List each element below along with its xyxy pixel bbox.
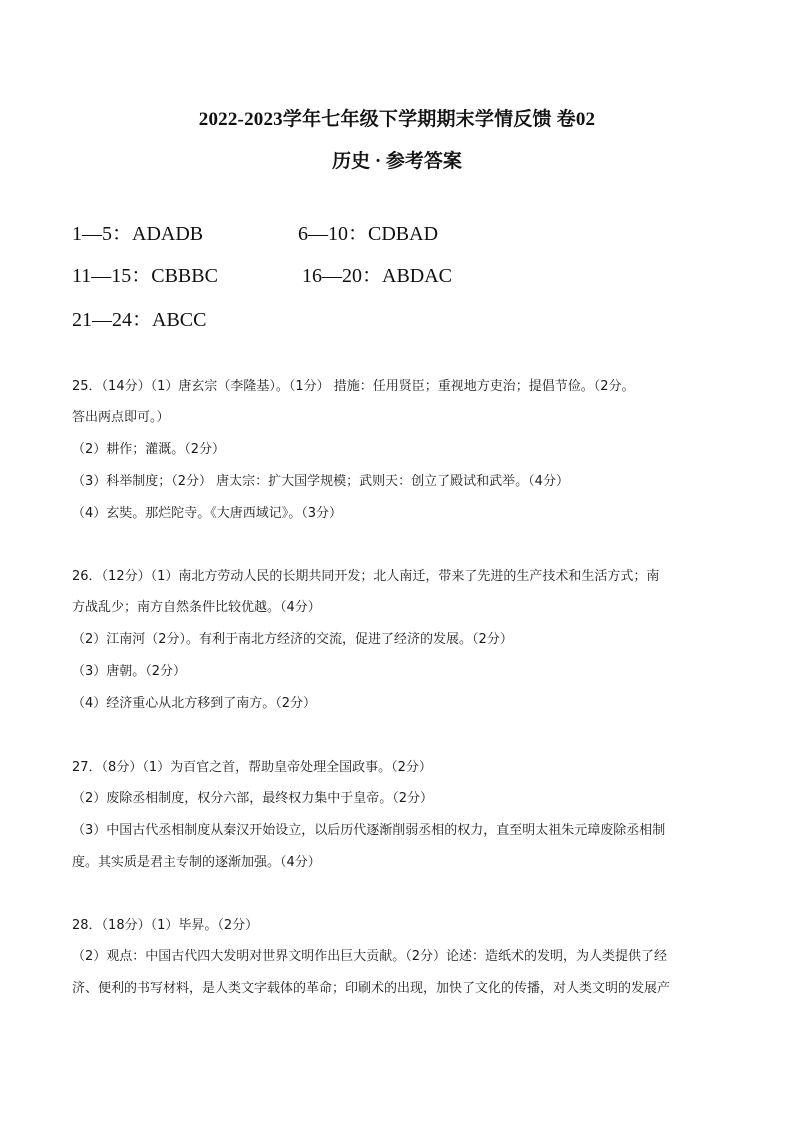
- answer-line: 28．（18分）（1）毕昇。（2分）: [72, 918, 259, 933]
- mc-answer-21-24: 21—24：ABCC: [72, 309, 207, 331]
- answer-line: （2）废除丞相制度，权分六部，最终权力集中于皇帝。（2分）: [72, 791, 434, 806]
- answer-line: 26．（12分）（1）南北方劳动人民的长期共同开发；北人南迁，带来了先进的生产技术和生活方式；南: [72, 569, 660, 584]
- mc-answer-1-5: 1—5：ADADB: [72, 223, 204, 245]
- answer-line: （3）科举制度；（2分） 唐太宗：扩大国学规模；武则天：创立了殿试和武举。（4分）: [72, 474, 569, 489]
- answer-line: 度。其实质是君主专制的逐渐加强。（4分）: [72, 855, 321, 870]
- answer-line: （4）经济重心从北方移到了南方。（2分）: [72, 696, 317, 711]
- answer-line: （2）耕作；灌溉。（2分）: [72, 442, 226, 457]
- mc-answer-6-10: 6—10：CDBAD: [298, 223, 439, 245]
- answer-line: （2）江南河（2分）。有利于南北方经济的交流，促进了经济的发展。（2分）: [72, 632, 513, 647]
- answer-line: 济、便利的书写材料，是人类文字载体的革命；印刷术的出现，加快了文化的传播，对人类文明的发展产: [72, 981, 671, 996]
- answer-line: 27．（8分）（1）为百官之首，帮助皇帝处理全国政事。（2分）: [72, 760, 432, 775]
- answer-line: （3）唐朝。（2分）: [72, 664, 187, 679]
- mc-answer-11-15: 11—15：CBBBC: [72, 265, 218, 287]
- answer-line: 答出两点即可。）: [72, 410, 170, 425]
- document-subtitle: 历史 · 参考答案: [332, 151, 462, 172]
- answer-line: （4）玄奘。那烂陀寺。《大唐西域记》。（3分）: [72, 506, 343, 521]
- answer-line: （2）观点：中国古代四大发明对世界文明作出巨大贡献。（2分）论述：造纸术的发明，为人类提供了经: [72, 949, 668, 964]
- answer-line: 25．（14分）（1）唐玄宗（李隆基）。（1分） 措施：任用贤臣；重视地方吏治；提倡节俭。（2分。: [72, 379, 635, 394]
- document-title: 2022-2023学年七年级下学期期末学情反馈 卷02: [198, 109, 596, 130]
- mc-answer-16-20: 16—20：ABDAC: [302, 265, 453, 287]
- answer-line: （3）中国古代丞相制度从秦汉开始设立，以后历代逐渐削弱丞相的权力，直至明太祖朱元璋废除丞相制: [72, 823, 666, 838]
- answer-line: 方战乱少；南方自然条件比较优越。（4分）: [72, 600, 321, 615]
